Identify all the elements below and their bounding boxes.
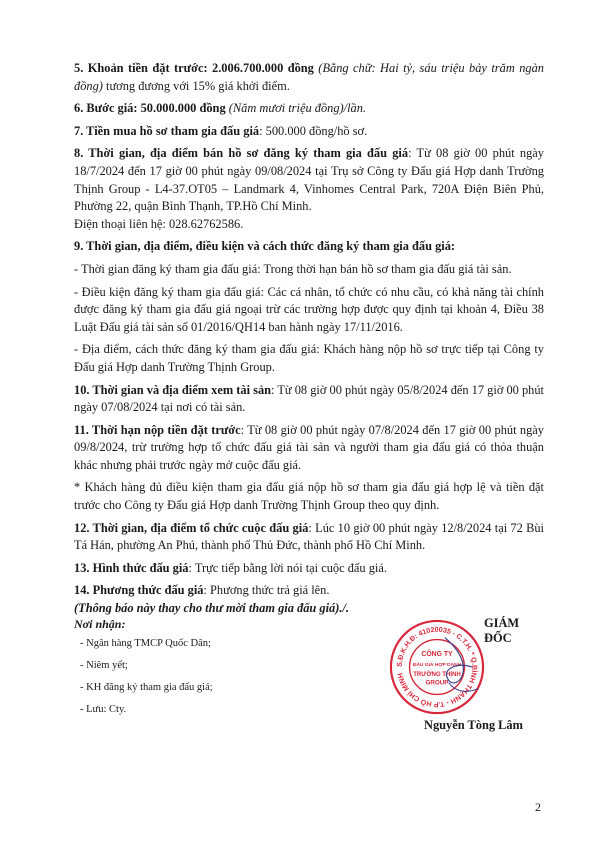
item-11-note: * Khách hàng đủ điều kiện tham gia đấu giá nộp hồ sơ tham gia đấu giá hợp lệ và tiền đặt trước cho Công ty Đấu giá Hợp danh Trường Thịnh Group theo quy định. — [74, 480, 544, 513]
item-10: 10. Thời gian và địa điểm xem tài sản: Từ 08 giờ 00 phút ngày 05/8/2024 đến 17 giờ 00 phút ngày 07/08/2024 tại nơi có tài sản. — [74, 382, 544, 415]
item-6: 6. Bước giá: 50.000.000 đồng (Năm mươi triệu đồng)/lần. — [74, 101, 367, 116]
item-8-phone: Điện thoại liên hệ: 028.62762586. — [74, 216, 244, 231]
svg-text:CÔNG TY: CÔNG TY — [421, 651, 453, 659]
recipient-item: - Niêm yết; — [80, 660, 128, 671]
recipient-item: - Ngân hàng TMCP Quốc Dân; — [80, 638, 211, 649]
item-9-bullet-3: - Địa điểm, cách thức đăng ký tham gia đấu giá: Khách hàng nộp hồ sơ trực tiếp tại Công ty Đấu giá Hợp danh Trường Thịnh Group. — [74, 342, 544, 374]
svg-text:TRƯỜNG THỊNH: TRƯỜNG THỊNH — [413, 671, 461, 678]
closing-note: (Thông báo này thay cho thư mời tham gia đấu giá)./. — [74, 601, 349, 616]
item-12: 12. Thời gian, địa điểm tổ chức cuộc đấu giá: Lúc 10 giờ 00 phút ngày 12/8/2024 tại 72 Bùi Tá Hán, phường An Phú, thành phố Thủ Đức, thành phố Hồ Chí Minh. — [74, 520, 545, 553]
item-9-bullet-2: - Điều kiện đăng ký tham gia đấu giá: Các cá nhân, tổ chức có nhu cầu, có khả năng tài chính được đăng ký tham gia đấu giá ngoại trừ các trường hợp được quy định tại khoản 4, Điều 38 Luật Đấu giá tài sản số 01/2016/QH14 ban hành ngày 17/11/2016. — [74, 284, 544, 334]
document-body — [74, 60, 544, 618]
item-14: 14. Phương thức đấu giá: Phương thức trả giá lên. — [74, 583, 330, 598]
footer — [74, 616, 544, 736]
company-seal-icon — [388, 618, 486, 716]
signature-block — [314, 616, 544, 736]
signer-name: Nguyễn Tòng Lâm — [424, 718, 523, 732]
recipients-title: Nơi nhận: — [74, 617, 126, 631]
item-9-bullet-1: - Thời gian đăng ký tham gia đấu giá: Trong thời hạn bán hồ sơ tham gia đấu giá tài sản. — [74, 261, 512, 276]
svg-text:GROUP: GROUP — [425, 679, 449, 687]
recipient-item: - Lưu: Cty. — [80, 704, 127, 715]
signer-role: GIÁM ĐỐC — [484, 616, 520, 645]
item-7: 7. Tiền mua hồ sơ tham gia đấu giá: 500.000 đồng/hồ sơ. — [74, 123, 368, 138]
svg-text:ĐẤU GIÁ HỢP DANH: ĐẤU GIÁ HỢP DANH — [412, 663, 462, 669]
item-11: 11. Thời hạn nộp tiền đặt trước: Từ 08 giờ 00 phút ngày 07/8/2024 đến 17 giờ 00 phút ngày 09/8/2024, trừ trường hợp tổ chức đấu giá tài sản và người tham gia đấu giá có thỏa thuận khác nhưng phải trước ngày mở cuộc đấu giá. — [74, 422, 544, 472]
item-8: 8. Thời gian, địa điểm bán hồ sơ đăng ký tham gia đấu giá: Từ 08 giờ 00 phút ngày 18/7/2024 đến 17 giờ 00 phút ngày 09/08/2024 tại Trụ sở Công ty Đấu giá Hợp danh Trường Thịnh Group - L4-37.OT05 – Landmark 4, Vinhomes Central Park, 720A Điện Biên Phủ, Phường 22, quận Bình Thạnh, TP.Hồ Chí Minh. — [74, 146, 544, 214]
recipient-item: - KH đăng ký tham gia đấu giá; — [80, 682, 213, 693]
svg-text:S.Đ.K.H.Đ: 41020035 - C.T.H. *: S.Đ.K.H.Đ: 41020035 - C.T.H. * Q.BÌNH THẠNH - T.P HỒ CHÍ MINH — [396, 626, 478, 708]
page-number: 2 — [535, 800, 541, 814]
item-13: 13. Hình thức đấu giá: Trực tiếp bằng lời nói tại cuộc đấu giá. — [74, 560, 387, 575]
item-5: 5. Khoản tiền đặt trước: 2.006.700.000 đồng (Bằng chữ: Hai tỷ, sáu triệu bảy trăm ngàn đồng) tương đương với 15% giá khởi điểm. — [74, 61, 544, 93]
recipients-block — [74, 616, 334, 721]
item-9-heading: 9. Thời gian, địa điểm, điều kiện và cách thức đăng ký tham gia đấu giá: — [74, 239, 456, 254]
